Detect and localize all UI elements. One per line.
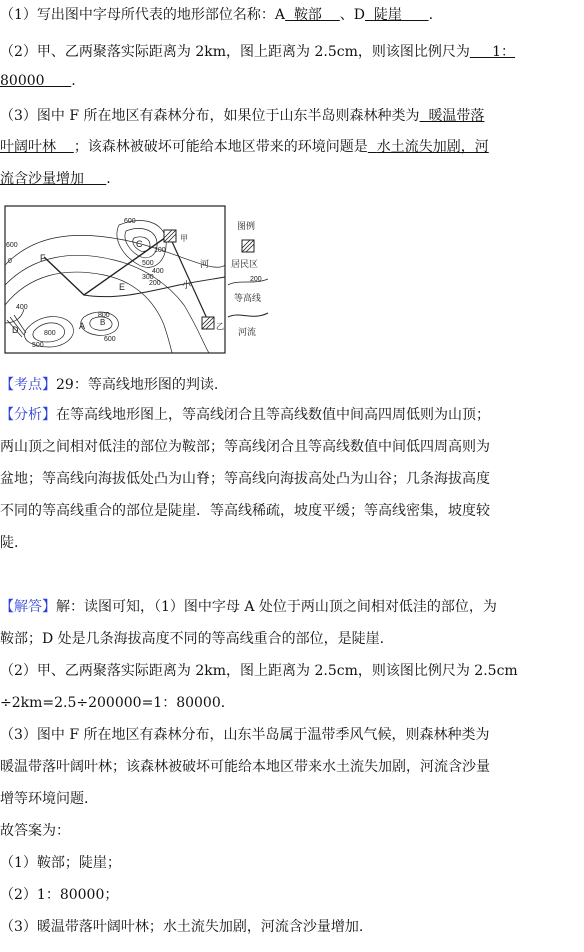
jieda-7: 增等环境问题.: [0, 791, 89, 807]
q1-answer-d: [365, 7, 429, 23]
contour-label: 400: [152, 268, 164, 275]
jieda-5: （3）图中 F 所在地区有森林分布，山东半岛属于温带季风气候，则森林种类为: [0, 727, 490, 743]
contour-label: 800: [44, 330, 56, 337]
q1-answer-a-text: 鞍部: [293, 7, 322, 23]
question-3-cont: [0, 137, 584, 157]
q3-text: （3）图中 F 所在地区有森林分布，如果位于山东半岛则森林种类为: [0, 108, 420, 124]
q3-answer-forest-1: [420, 108, 485, 124]
q3-answer-env-1: [368, 139, 489, 155]
contour-label: 200: [149, 280, 161, 287]
q2-answer-1: [470, 44, 515, 60]
q1-prefix: （1）写出图中字母所代表的地形部位名称：A: [0, 7, 286, 23]
question-3: [0, 106, 584, 126]
settlement-jia: [164, 230, 176, 242]
jieda-1: [0, 597, 584, 617]
legend-settlement: 居民区: [231, 259, 259, 269]
settlement-yi: [202, 317, 214, 329]
map-legend: [228, 220, 268, 337]
legend-river: 河流: [238, 327, 257, 337]
fenxi-5: 陡.: [0, 535, 19, 551]
road: [169, 235, 209, 323]
label-C: C: [136, 239, 143, 249]
label-A: A: [79, 321, 86, 331]
legend-river-icon: [228, 313, 268, 317]
q1-answer-a: [285, 7, 340, 23]
question-2: [0, 42, 584, 62]
q2-answer-2-text: 80000: [0, 73, 45, 89]
q2-answer-1-text: 1：: [492, 44, 516, 60]
contour-label: 600: [124, 218, 136, 225]
label-river-he: 河: [200, 259, 210, 269]
q3-answer-env-2: [0, 171, 106, 187]
label-yi: 乙: [216, 322, 224, 331]
legend-contour: 等高线: [234, 293, 262, 303]
fenxi-label: 【分析】: [0, 407, 56, 423]
kaodian-label: 【考点】: [0, 377, 56, 393]
fenxi-3: 盆地；等高线向海拔低处凸为山脊；等高线向海拔高处凸为山谷；几条海拔高度: [0, 471, 490, 487]
q2-text: （2）甲、乙两聚落实际距离为 2km，图上距离为 2.5cm，则该图比例尺为: [0, 44, 470, 60]
legend-title: 图例: [237, 221, 256, 231]
jieda-4: ÷2km=2.5÷200000=1：80000.: [0, 695, 226, 711]
contour-label: 500: [32, 342, 44, 349]
question-3-cont2: [0, 169, 584, 189]
fenxi-text: 在等高线地形图上，等高线闭合且等高线数值中间高四周低则为山顶；: [56, 407, 490, 423]
q3-answer-forest-1-text: 暖温带落: [428, 108, 485, 124]
contour-label: 400: [16, 304, 28, 311]
label-E: E: [119, 282, 126, 292]
q1-answer-d-text: 陡崖: [373, 7, 402, 23]
label-D: D: [12, 325, 19, 335]
contour-label: 800: [98, 312, 110, 319]
jieda-6: 暖温带落叶阔叶林；该森林被破坏可能给本地区带来水土流失加剧，河流含沙量: [0, 759, 490, 775]
answer-2: （2）1：80000；: [0, 887, 119, 903]
q1-sep: 、D: [339, 7, 365, 23]
q3-answer-env-2-text: 流含沙量增加: [0, 171, 84, 187]
fenxi-2: 两山顶之间相对低洼的部位为鞍部；等高线闭合且等高线数值中间低四周高则为: [0, 439, 490, 455]
jieda-label: 【解答】: [0, 599, 56, 615]
q1-end: .: [428, 7, 434, 23]
contour-line: [5, 272, 172, 353]
contour-label: 0: [8, 258, 12, 265]
kaodian-text: 29：等高线地形图的判读.: [56, 377, 219, 393]
contour-label: 600: [104, 336, 116, 343]
q2-end: .: [71, 73, 76, 89]
q2-answer-2: [0, 73, 71, 89]
q3-answer-forest-2: [0, 139, 74, 155]
legend-contour-value: 200: [250, 276, 262, 283]
contour-label: 600: [6, 242, 18, 249]
answer-1: （1）鞍部；陡崖；: [0, 855, 121, 871]
label-jia: 甲: [180, 234, 188, 243]
label-F: F: [40, 253, 46, 263]
answer-3: （3）暖温带落叶阔叶林；水土流失加剧，河流含沙量增加.: [0, 919, 364, 935]
fenxi-4: 不同的等高线重合的部位是陡崖．等高线稀疏，坡度平缓；等高线密集，坡度较: [0, 503, 490, 519]
jieda-2: 鞍部；D 处是几条海拔高度不同的等高线重合的部位，是陡崖.: [0, 631, 385, 647]
contour-map: [4, 205, 282, 355]
contour-label: 500: [142, 260, 154, 267]
contour-label: 100: [154, 247, 166, 254]
q3-mid: ；该森林被破坏可能给本地区带来的环境问题是: [73, 139, 368, 155]
question-2-cont: [0, 71, 584, 91]
legend-settlement-icon: [242, 240, 254, 252]
label-river-xiao: 小: [182, 280, 192, 290]
q3-answer-env-1-text: 水土流失加剧，河: [376, 139, 489, 155]
label-B: B: [100, 318, 106, 327]
contour-label: 300: [142, 274, 154, 281]
q3-answer-forest-2-text: 叶阔叶林: [0, 139, 56, 155]
jieda-text: 解：读图可知，（1）图中字母 A 处位于两山顶之间相对低洼的部位，为: [56, 599, 497, 615]
question-1: [0, 5, 584, 25]
jieda-3: （2）甲、乙两聚落实际距离为 2km，图上距离为 2.5cm，则该图比例尺为 2.5cm: [0, 663, 518, 679]
legend-contour-icon: [228, 279, 268, 285]
answer-intro: 故答案为：: [0, 823, 70, 839]
q3-end: .: [106, 171, 111, 187]
kaodian: [0, 375, 584, 395]
fenxi-1: [0, 405, 584, 425]
